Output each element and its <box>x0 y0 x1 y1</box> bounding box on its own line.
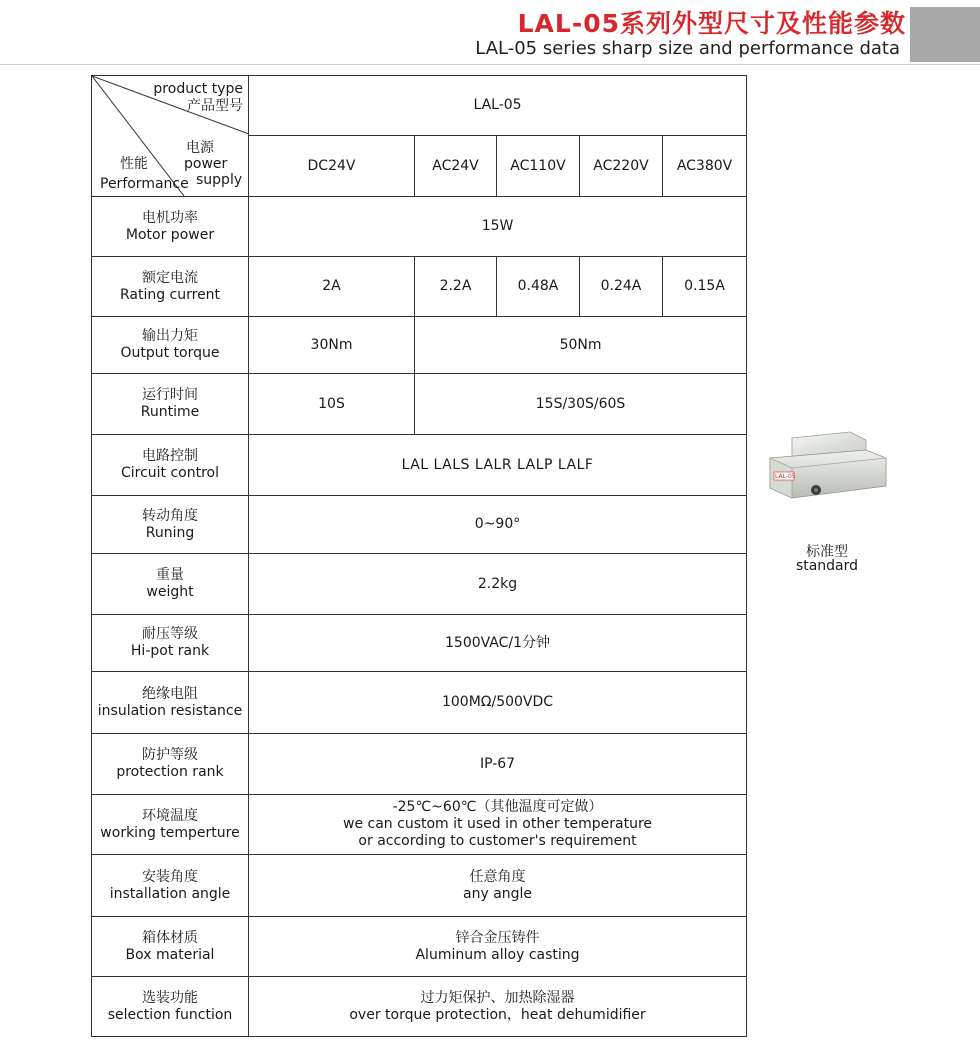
row-label-cn: 箱体材质 <box>142 929 198 946</box>
row-label-en: Hi-pot rank <box>130 643 210 659</box>
actuator-product-image <box>766 428 888 506</box>
rating-current-ac24v: 2.2A <box>415 257 497 317</box>
table-row <box>92 795 747 855</box>
rating-current-ac220v: 0.24A <box>580 257 663 317</box>
box-value <box>249 917 747 977</box>
row-label-cn: 选装功能 <box>142 989 198 1006</box>
weight-value: 2.2kg <box>249 554 747 615</box>
page-title: LAL-05系列外型尺寸及性能参数 <box>517 9 906 38</box>
row-label-cn: 重量 <box>156 567 184 583</box>
table-row <box>92 317 747 374</box>
row-label-selection <box>92 977 249 1037</box>
selection-line-1: 过力矩保护、加热除湿器 <box>420 989 575 1006</box>
power-supply-ac110v: AC110V <box>497 136 580 197</box>
installation-value <box>249 855 747 917</box>
row-label-cn: 防护等级 <box>142 747 198 763</box>
row-label-rating-current <box>92 257 249 317</box>
corner-perf-cn: 性能 <box>120 156 148 172</box>
table-row <box>92 435 747 496</box>
rating-current-ac380v: 0.15A <box>663 257 747 317</box>
row-label-en: insulation resistance <box>97 702 243 719</box>
row-label-en: installation angle <box>109 885 231 902</box>
row-label-cn: 环境温度 <box>142 807 198 824</box>
box-line-1: 锌合金压铸件 <box>455 929 540 946</box>
runing-value: 0~90° <box>249 496 747 554</box>
row-label-insulation <box>92 672 249 734</box>
row-label-cn: 安装角度 <box>142 868 198 885</box>
power-supply-ac220v: AC220V <box>580 136 663 197</box>
header-tab-block <box>910 7 980 62</box>
power-supply-ac24v: AC24V <box>415 136 497 197</box>
row-label-en: Motor power <box>125 226 215 243</box>
page-subtitle: LAL-05 series sharp size and performance data <box>475 38 900 59</box>
row-label-output-torque <box>92 317 249 374</box>
row-label-en: Rating current <box>119 286 221 303</box>
output-torque-ac: 50Nm <box>415 317 747 374</box>
row-label-cn: 额定电流 <box>142 269 198 286</box>
table-row <box>92 615 747 672</box>
environment-line-3: or according to customer's requirement <box>358 833 637 849</box>
installation-line-2: any angle <box>463 885 533 902</box>
table-row <box>92 977 747 1037</box>
power-supply-ac380v: AC380V <box>663 136 747 197</box>
row-label-en: selection function <box>107 1006 233 1023</box>
row-label-cn: 输出力矩 <box>142 328 198 344</box>
corner-power-en-2: supply <box>196 172 243 188</box>
row-label-cn: 转动角度 <box>142 507 198 524</box>
environment-value <box>249 795 747 855</box>
row-label-runing <box>92 496 249 554</box>
standard-label-en: standard <box>795 558 859 574</box>
environment-line-2: we can custom it used in other temperature <box>343 816 653 832</box>
protection-value: IP-67 <box>249 734 747 795</box>
row-label-box <box>92 917 249 977</box>
row-label-en: Runing <box>145 524 195 541</box>
motor-power-value: 15W <box>249 197 747 257</box>
row-label-protection <box>92 734 249 795</box>
table-row <box>92 496 747 554</box>
runtime-dc: 10S <box>249 374 415 435</box>
row-label-environment <box>92 795 249 855</box>
table-row <box>92 374 747 435</box>
table-row <box>92 734 747 795</box>
row-label-circuit-control <box>92 435 249 496</box>
row-label-installation <box>92 855 249 917</box>
selection-line-2: over torque protection，heat dehumidifier <box>349 1006 646 1023</box>
corner-product-type-cn: 产品型号 <box>187 98 243 114</box>
output-torque-dc: 30Nm <box>249 317 415 374</box>
row-label-en: Runtime <box>140 404 200 420</box>
row-label-en: working temperture <box>100 824 240 841</box>
corner-header-cell <box>92 76 249 197</box>
table-row <box>92 917 747 977</box>
row-label-cn: 电路控制 <box>142 448 198 464</box>
row-label-en: Output torque <box>120 345 220 361</box>
corner-power-cn: 电源 <box>186 140 214 156</box>
header-divider <box>0 64 980 65</box>
rating-current-dc24v: 2A <box>249 257 415 317</box>
row-label-en: weight <box>146 584 194 600</box>
rating-current-ac110v: 0.48A <box>497 257 580 317</box>
corner-perf-en: Performance <box>100 176 189 192</box>
standard-label-cn: 标准型 <box>806 544 848 560</box>
table-row <box>92 197 747 257</box>
row-label-en: Circuit control <box>120 465 220 481</box>
table-row <box>92 554 747 615</box>
model-cell: LAL-05 <box>249 76 747 136</box>
row-label-cn: 耐压等级 <box>142 626 198 642</box>
insulation-value: 100MΩ/500VDC <box>249 672 747 734</box>
row-label-cn: 绝缘电阻 <box>142 685 198 702</box>
row-label-hipot <box>92 615 249 672</box>
corner-product-type-en: product type <box>153 81 243 97</box>
environment-line-1: -25℃~60℃（其他温度可定做） <box>392 799 603 815</box>
row-label-cn: 电机功率 <box>142 209 198 226</box>
table-row <box>92 257 747 317</box>
box-line-2: Aluminum alloy casting <box>415 946 580 963</box>
row-label-runtime <box>92 374 249 435</box>
table-row <box>92 672 747 734</box>
row-label-en: protection rank <box>116 764 224 780</box>
row-label-weight <box>92 554 249 615</box>
installation-line-1: 任意角度 <box>469 868 526 885</box>
row-label-motor-power <box>92 197 249 257</box>
product-label: LAL-05 <box>775 473 796 480</box>
row-label-en: Box material <box>125 946 215 963</box>
power-supply-dc24v: DC24V <box>249 136 415 197</box>
spec-table <box>91 75 747 1037</box>
row-label-cn: 运行时间 <box>142 387 198 403</box>
corner-power-en-1: power <box>184 156 228 172</box>
selection-value <box>249 977 747 1037</box>
table-row <box>92 855 747 917</box>
circuit-control-value: LAL LALS LALR LALP LALF <box>249 435 747 496</box>
runtime-ac: 15S/30S/60S <box>415 374 747 435</box>
hipot-value: 1500VAC/1分钟 <box>249 615 747 672</box>
